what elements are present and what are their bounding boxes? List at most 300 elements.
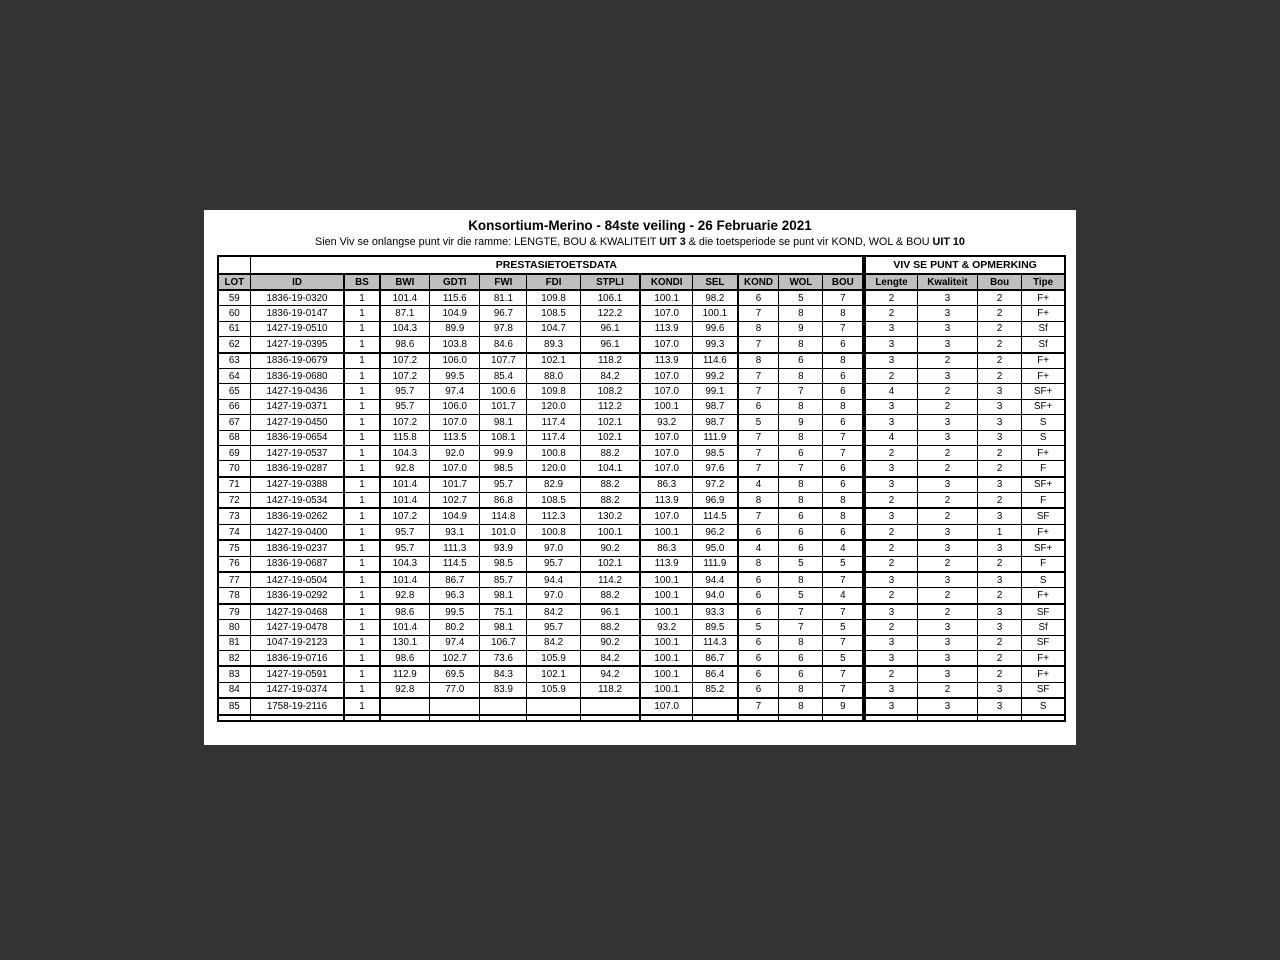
cell-stpli: 118.2 [580,682,640,698]
cell-stpli: 94.2 [580,666,640,682]
cell-fdi: 100.8 [527,445,580,460]
cell-stpli: 114.2 [580,572,640,588]
cell-sel: 111.9 [693,556,738,572]
table-row [218,337,1065,353]
cell-lot: 63 [218,353,250,369]
cell-bwi: 95.7 [380,384,430,399]
cell-stpli: 96.1 [580,337,640,353]
cell-gdti: 96.3 [430,588,480,604]
cell-lot: 72 [218,493,250,509]
cell-bs: 1 [344,477,379,493]
cell-tipe: F+ [1022,290,1065,306]
cell-bs: 1 [344,415,379,430]
cell-lot: 67 [218,415,250,430]
stub-cell [917,715,977,721]
cell-gdti [430,698,480,714]
cell-bou: 8 [823,508,864,524]
cell-kond: 7 [738,337,779,353]
group-header-viv-se-punt: VIV SE PUNT & OPMERKING [864,256,1065,274]
cell-fwi: 98.1 [480,415,527,430]
cell-kondi: 100.1 [640,650,692,666]
cell-kwaliteit: 2 [917,461,977,477]
cell-stpli: 90.2 [580,540,640,556]
cell-gdti: 113.5 [430,430,480,445]
cell-bs: 1 [344,620,379,635]
cell-kondi: 107.0 [640,368,692,383]
cell-lengte: 2 [864,290,917,306]
cell-bwi: 107.2 [380,415,430,430]
cell-bou-viv: 2 [978,635,1022,650]
cell-gdti: 103.8 [430,337,480,353]
cell-kondi: 107.0 [640,461,692,477]
cell-bwi: 107.2 [380,353,430,369]
cell-bou-viv: 2 [978,556,1022,572]
cell-wol: 6 [779,650,823,666]
stub-cell [430,715,480,721]
table-row [218,588,1065,604]
cell-sel: 93.3 [693,604,738,620]
cell-fdi: 112.3 [527,508,580,524]
cell-bs: 1 [344,461,379,477]
cell-fwi: 93.9 [480,540,527,556]
cell-wol: 8 [779,306,823,321]
cell-tipe: F+ [1022,368,1065,383]
cell-kwaliteit: 3 [917,635,977,650]
cell-lot: 85 [218,698,250,714]
cell-fwi: 101.0 [480,524,527,540]
cell-fwi: 81.1 [480,290,527,306]
cell-fdi: 84.2 [527,635,580,650]
col-header-gdti: GDTI [430,274,480,290]
cell-tipe: F+ [1022,524,1065,540]
table-row [218,666,1065,682]
cell-lot: 62 [218,337,250,353]
cell-wol: 8 [779,635,823,650]
col-header-lot: LOT [218,274,250,290]
cell-lengte: 3 [864,321,917,336]
page-title: Konsortium-Merino - 84ste veiling - 26 Februarie 2021 [468,218,812,233]
cell-stpli: 102.1 [580,556,640,572]
cell-fdi: 109.8 [527,384,580,399]
cell-bwi: 130.1 [380,635,430,650]
cell-sel: 94.4 [693,572,738,588]
cell-lot: 64 [218,368,250,383]
cell-fwi: 96.7 [480,306,527,321]
cell-gdti: 92.0 [430,445,480,460]
cell-bou: 4 [823,540,864,556]
cell-sel: 98.7 [693,415,738,430]
cell-kond: 6 [738,666,779,682]
col-header-sel: SEL [693,274,738,290]
cell-bs: 1 [344,682,379,698]
cell-lengte: 3 [864,399,917,414]
cell-bs: 1 [344,556,379,572]
cell-sel: 114.3 [693,635,738,650]
cell-kwaliteit: 3 [917,477,977,493]
cell-sel: 98.2 [693,290,738,306]
cell-bou-viv: 2 [978,368,1022,383]
stub-cell [978,715,1022,721]
cell-bou-viv: 3 [978,415,1022,430]
cell-bwi: 101.4 [380,493,430,509]
cell-bou: 6 [823,415,864,430]
cell-gdti: 80.2 [430,620,480,635]
cell-wol: 8 [779,698,823,714]
cell-lot: 84 [218,682,250,698]
cell-wol: 9 [779,415,823,430]
cell-fwi: 98.5 [480,556,527,572]
cell-sel: 98.5 [693,445,738,460]
cell-fdi: 102.1 [527,666,580,682]
cell-kondi: 100.1 [640,524,692,540]
cell-bwi: 115.8 [380,430,430,445]
cell-lengte: 3 [864,415,917,430]
cell-bou: 7 [823,635,864,650]
cell-gdti: 99.5 [430,604,480,620]
cell-lengte: 3 [864,477,917,493]
cell-id: 1427-19-0388 [250,477,344,493]
cell-lot: 74 [218,524,250,540]
cell-lengte: 3 [864,353,917,369]
cell-sel: 114.6 [693,353,738,369]
col-header-id: ID [250,274,344,290]
cell-bwi: 101.4 [380,290,430,306]
cell-kwaliteit: 2 [917,604,977,620]
subtitle-part: UIT 10 [932,236,965,248]
cell-bwi: 101.4 [380,620,430,635]
cell-bou: 5 [823,650,864,666]
cell-lot: 59 [218,290,250,306]
cell-fwi: 85.7 [480,572,527,588]
group-header-row [218,256,1065,274]
cell-lot: 78 [218,588,250,604]
cell-fdi: 104.7 [527,321,580,336]
cell-kondi: 113.9 [640,493,692,509]
cell-bou-viv: 2 [978,650,1022,666]
cell-fwi: 108.1 [480,430,527,445]
cell-fwi: 73.6 [480,650,527,666]
cell-id: 1427-19-0591 [250,666,344,682]
col-header-fwi: FWI [480,274,527,290]
cell-fwi: 97.8 [480,321,527,336]
corner-spacer-cell [218,256,250,274]
cell-tipe: SF+ [1022,540,1065,556]
cell-bs: 1 [344,604,379,620]
cell-id: 1427-19-0450 [250,415,344,430]
cell-bs: 1 [344,306,379,321]
table-row [218,540,1065,556]
cell-bwi [380,698,430,714]
cell-stpli: 102.1 [580,415,640,430]
cell-gdti: 86.7 [430,572,480,588]
cell-fwi: 98.1 [480,620,527,635]
cell-bou-viv: 3 [978,604,1022,620]
cell-lengte: 2 [864,306,917,321]
cell-kondi: 107.0 [640,337,692,353]
cell-stpli: 100.1 [580,524,640,540]
stub-cell [218,715,250,721]
cell-bou-viv: 1 [978,524,1022,540]
cell-bs: 1 [344,384,379,399]
cell-bwi: 107.2 [380,368,430,383]
cell-kond: 8 [738,321,779,336]
col-header-kwaliteit: Kwaliteit [917,274,977,290]
cell-lot: 82 [218,650,250,666]
cell-kondi: 100.1 [640,604,692,620]
cell-fwi: 101.7 [480,399,527,414]
cell-sel: 99.3 [693,337,738,353]
cell-kondi: 113.9 [640,556,692,572]
cell-id: 1836-19-0292 [250,588,344,604]
cell-fdi: 109.8 [527,290,580,306]
cell-kwaliteit: 3 [917,368,977,383]
cell-kond: 6 [738,635,779,650]
cell-gdti: 101.7 [430,477,480,493]
cell-tipe: F+ [1022,353,1065,369]
cell-id: 1427-19-0478 [250,620,344,635]
table-row [218,399,1065,414]
cell-kond: 6 [738,588,779,604]
cell-wol: 8 [779,368,823,383]
cell-fwi: 114.8 [480,508,527,524]
cell-fwi: 75.1 [480,604,527,620]
cell-id: 1836-19-0237 [250,540,344,556]
cell-bwi: 92.8 [380,588,430,604]
cell-kond: 8 [738,556,779,572]
cell-bwi: 95.7 [380,399,430,414]
table-row [218,430,1065,445]
table-row [218,620,1065,635]
cell-sel: 89.5 [693,620,738,635]
cell-bou: 8 [823,399,864,414]
cell-id: 1427-19-0537 [250,445,344,460]
table-row [218,368,1065,383]
cell-bs: 1 [344,698,379,714]
cell-wol: 8 [779,493,823,509]
cell-tipe: Sf [1022,321,1065,336]
table-row [218,477,1065,493]
cell-wol: 6 [779,508,823,524]
cell-bwi: 87.1 [380,306,430,321]
cell-wol: 5 [779,588,823,604]
cell-bou-viv: 2 [978,588,1022,604]
table-row [218,445,1065,460]
cell-kwaliteit: 2 [917,353,977,369]
table-row [218,572,1065,588]
cell-kwaliteit: 2 [917,384,977,399]
cell-lot: 73 [218,508,250,524]
stub-cell [693,715,738,721]
cell-stpli: 122.2 [580,306,640,321]
cell-kwaliteit: 2 [917,399,977,414]
cell-kond: 4 [738,477,779,493]
table-row [218,524,1065,540]
cell-kond: 7 [738,384,779,399]
cell-wol: 7 [779,620,823,635]
cell-bou: 5 [823,556,864,572]
cell-gdti: 97.4 [430,635,480,650]
cell-bou-viv: 2 [978,493,1022,509]
cell-bou-viv: 3 [978,399,1022,414]
cell-lot: 71 [218,477,250,493]
table-row [218,650,1065,666]
cell-stpli [580,698,640,714]
cell-kond: 7 [738,430,779,445]
cell-fdi: 88.0 [527,368,580,383]
cell-fdi: 105.9 [527,682,580,698]
cell-bou-viv: 3 [978,508,1022,524]
col-header-bou-viv: Bou [978,274,1022,290]
stub-cell [823,715,864,721]
cell-bs: 1 [344,493,379,509]
cell-bwi: 104.3 [380,445,430,460]
table-row [218,604,1065,620]
cell-id: 1836-19-0680 [250,368,344,383]
cell-kwaliteit: 3 [917,306,977,321]
cell-kwaliteit: 3 [917,290,977,306]
cell-sel: 97.6 [693,461,738,477]
cell-bou-viv: 3 [978,682,1022,698]
cell-fdi: 97.0 [527,588,580,604]
cell-sel: 96.9 [693,493,738,509]
cell-kond: 6 [738,290,779,306]
cell-wol: 6 [779,524,823,540]
cell-kwaliteit: 3 [917,620,977,635]
table-row [218,508,1065,524]
cell-lengte: 2 [864,445,917,460]
cell-tipe: SF+ [1022,384,1065,399]
cell-bou: 7 [823,572,864,588]
cell-id: 1427-19-0468 [250,604,344,620]
cell-lot: 70 [218,461,250,477]
cell-fwi: 99.9 [480,445,527,460]
table-row [218,635,1065,650]
cell-kwaliteit: 3 [917,321,977,336]
cell-tipe: S [1022,415,1065,430]
subtitle-part: Sien Viv se onlangse punt vir die ramme: LENGTE, BOU & KWALITEIT [315,236,660,248]
cell-kondi: 107.0 [640,445,692,460]
cell-kondi: 100.1 [640,290,692,306]
cell-bs: 1 [344,337,379,353]
cell-sel [693,698,738,714]
cell-sel: 94.0 [693,588,738,604]
cell-kond: 8 [738,353,779,369]
cell-kond: 7 [738,445,779,460]
cell-bs: 1 [344,368,379,383]
cell-bou: 6 [823,368,864,383]
col-header-bou: BOU [823,274,864,290]
cell-kond: 4 [738,540,779,556]
cell-bwi: 92.8 [380,461,430,477]
cell-kond: 7 [738,698,779,714]
cell-kondi: 107.0 [640,508,692,524]
subtitle-part: & die toetsperiode se punt vir KOND, WOL & BOU [685,236,933,248]
cell-kondi: 100.1 [640,682,692,698]
cell-tipe: S [1022,430,1065,445]
cell-gdti: 93.1 [430,524,480,540]
cell-stpli: 84.2 [580,368,640,383]
cell-kwaliteit: 2 [917,556,977,572]
cell-fwi: 98.1 [480,588,527,604]
cell-fdi: 102.1 [527,353,580,369]
cell-kwaliteit: 2 [917,493,977,509]
cell-lengte: 2 [864,540,917,556]
cell-kondi: 86.3 [640,540,692,556]
cell-bou: 7 [823,445,864,460]
cell-fdi: 94.4 [527,572,580,588]
stub-cell [480,715,527,721]
cell-kond: 8 [738,493,779,509]
cell-kwaliteit: 2 [917,445,977,460]
table-row [218,353,1065,369]
cell-stpli: 108.2 [580,384,640,399]
cell-lot: 77 [218,572,250,588]
cell-bs: 1 [344,399,379,414]
cell-kond: 5 [738,620,779,635]
cell-bou-viv: 3 [978,430,1022,445]
cell-id: 1427-19-0395 [250,337,344,353]
col-header-kondi: KONDI [640,274,692,290]
cell-tipe: F+ [1022,666,1065,682]
cell-wol: 6 [779,666,823,682]
cell-bou: 5 [823,620,864,635]
cell-sel: 98.7 [693,399,738,414]
cell-id: 1836-19-0287 [250,461,344,477]
cell-lengte: 4 [864,430,917,445]
cell-gdti: 104.9 [430,508,480,524]
cell-lot: 80 [218,620,250,635]
cell-bou: 6 [823,337,864,353]
clipped-stub-row [218,715,1065,721]
cell-tipe: SF [1022,604,1065,620]
cell-stpli: 88.2 [580,620,640,635]
cell-bou: 7 [823,321,864,336]
cell-bs: 1 [344,572,379,588]
cell-kond: 5 [738,415,779,430]
cell-bwi: 98.6 [380,337,430,353]
table-row [218,461,1065,477]
cell-lengte: 2 [864,620,917,635]
cell-fwi [480,698,527,714]
cell-bou-viv: 3 [978,572,1022,588]
cell-fdi: 95.7 [527,556,580,572]
cell-wol: 8 [779,399,823,414]
cell-bou: 7 [823,290,864,306]
col-header-kond: KOND [738,274,779,290]
cell-stpli: 88.2 [580,477,640,493]
stub-cell [250,715,344,721]
cell-kond: 7 [738,461,779,477]
cell-stpli: 96.1 [580,321,640,336]
cell-sel: 111.9 [693,430,738,445]
cell-id: 1427-19-0371 [250,399,344,414]
cell-bou: 6 [823,524,864,540]
cell-bs: 1 [344,588,379,604]
cell-bou: 8 [823,353,864,369]
cell-lot: 76 [218,556,250,572]
cell-fdi: 95.7 [527,620,580,635]
cell-lengte: 2 [864,493,917,509]
cell-fdi [527,698,580,714]
cell-wol: 5 [779,290,823,306]
cell-sel: 100.1 [693,306,738,321]
table-row [218,321,1065,336]
cell-bs: 1 [344,290,379,306]
cell-wol: 8 [779,477,823,493]
table-row [218,415,1065,430]
cell-id: 1427-19-0510 [250,321,344,336]
cell-bou-viv: 2 [978,321,1022,336]
